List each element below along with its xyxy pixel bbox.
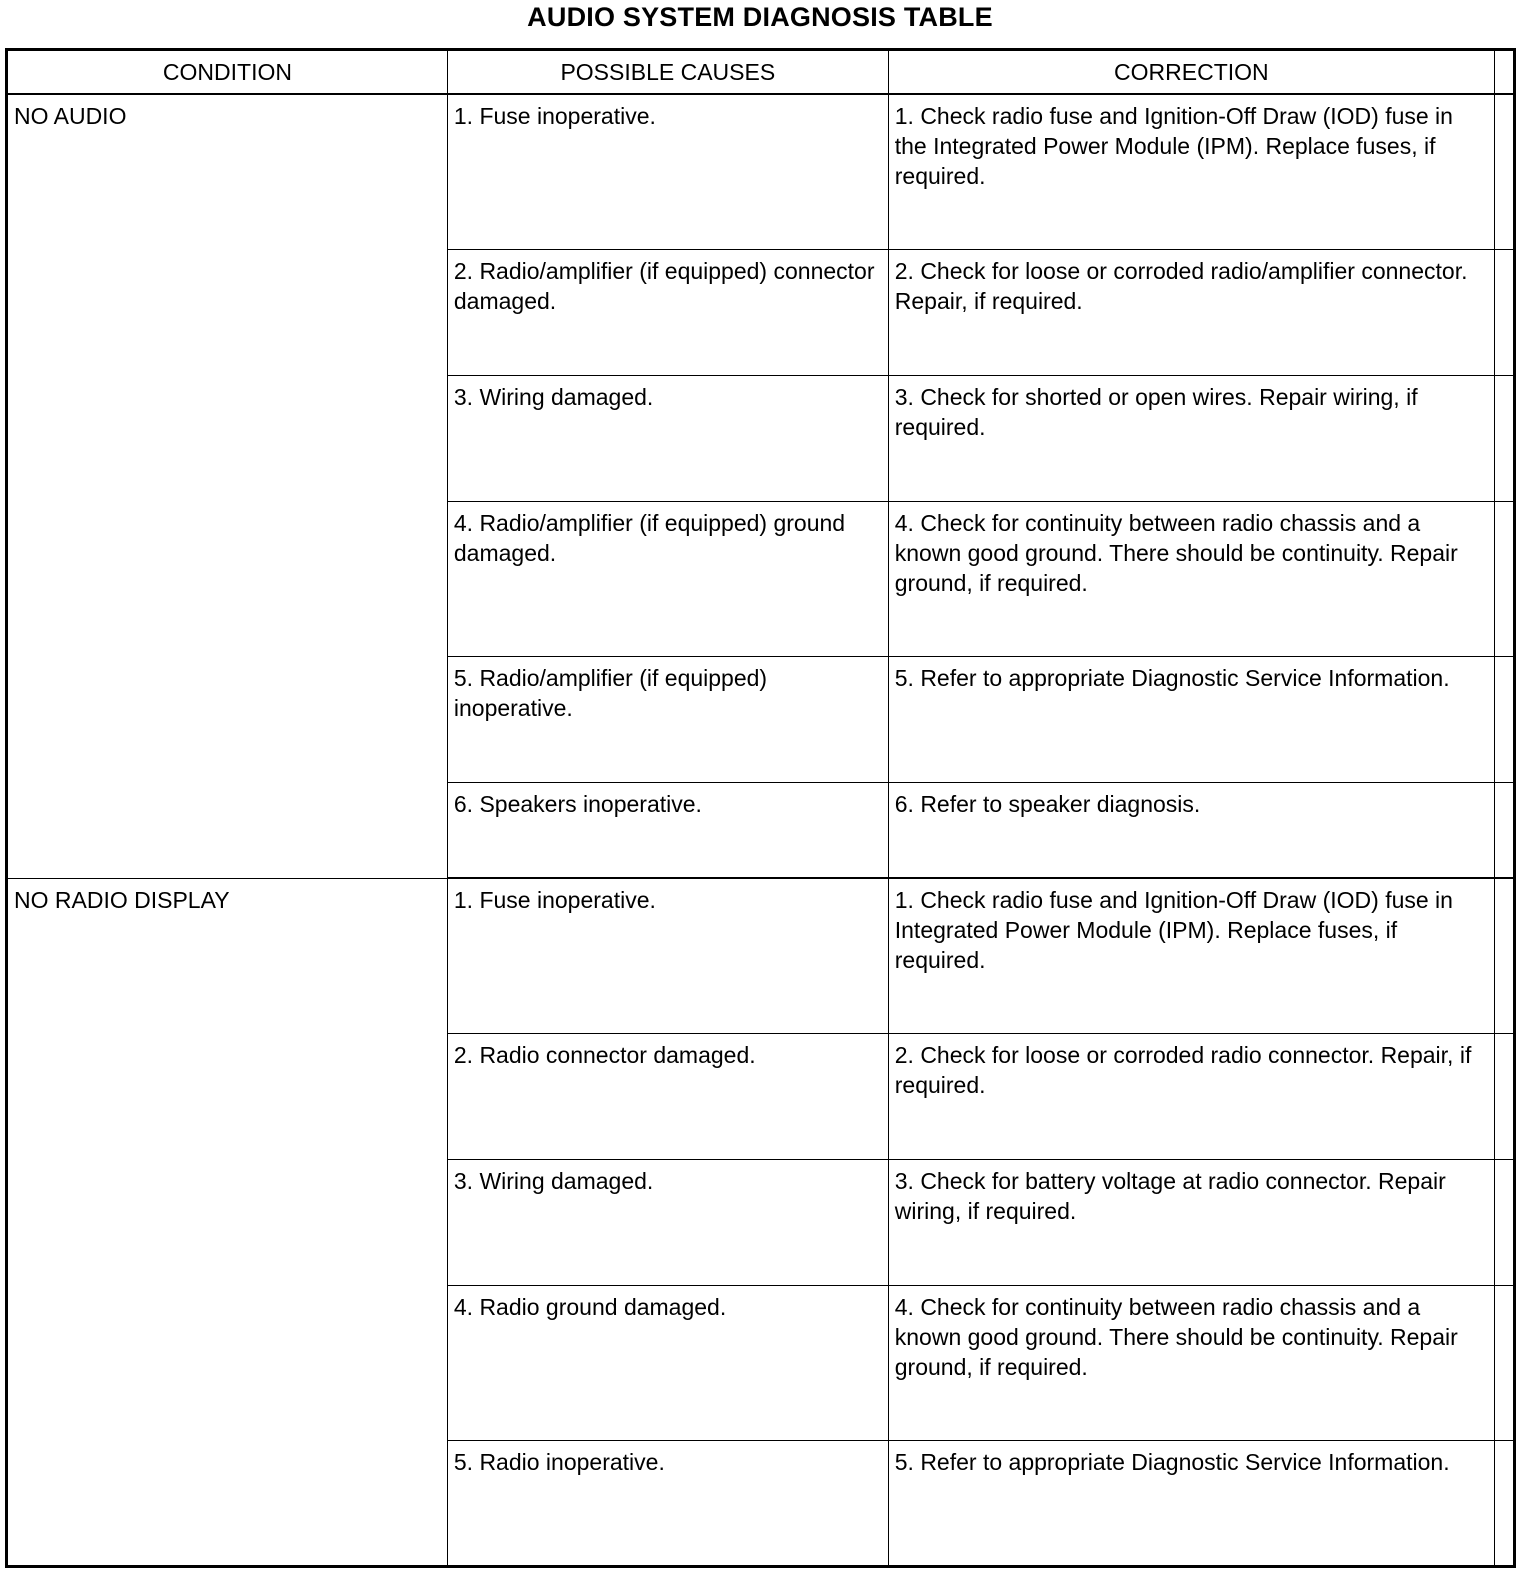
- cause-cell: 5. Radio inoperative.: [447, 1440, 888, 1566]
- correction-cell: 3. Check for battery voltage at radio connector. Repair wiring, if required.: [888, 1159, 1494, 1285]
- condition-cell: [7, 94, 448, 878]
- blank-cell: [1494, 1159, 1514, 1285]
- header-correction: CORRECTION: [888, 50, 1494, 95]
- cause-cell: 1. Fuse inoperative.: [447, 94, 888, 249]
- correction-cell: 2. Check for loose or corroded radio/amplifier connector. Repair, if required.: [888, 249, 1494, 375]
- cause-cell: 2. Radio connector damaged.: [447, 1033, 888, 1159]
- page-title: AUDIO SYSTEM DIAGNOSIS TABLE: [527, 2, 993, 32]
- cause-cell: 5. Radio/amplifier (if equipped) inoperative.: [447, 656, 888, 782]
- blank-cell: [1494, 656, 1514, 782]
- cause-cell: 3. Wiring damaged.: [447, 375, 888, 501]
- correction-cell: 6. Refer to speaker diagnosis.: [888, 782, 1494, 878]
- header-possible-causes: POSSIBLE CAUSES: [447, 50, 888, 95]
- header-condition: CONDITION: [7, 50, 448, 95]
- blank-cell: [1494, 1033, 1514, 1159]
- blank-cell: [1494, 782, 1514, 878]
- correction-cell: 5. Refer to appropriate Diagnostic Service Information.: [888, 1440, 1494, 1566]
- cause-cell: 6. Speakers inoperative.: [447, 782, 888, 878]
- cause-cell: 4. Radio/amplifier (if equipped) ground damaged.: [447, 501, 888, 656]
- correction-cell: 4. Check for continuity between radio chassis and a known good ground. There should be continuity. Repair ground, if required.: [888, 501, 1494, 656]
- cause-cell: 3. Wiring damaged.: [447, 1159, 888, 1285]
- header-blank: [1494, 50, 1514, 95]
- blank-cell: [1494, 375, 1514, 501]
- diagnosis-table: [5, 48, 1516, 1568]
- table-header-row: [7, 50, 1515, 95]
- correction-cell: 4. Check for continuity between radio chassis and a known good ground. There should be continuity. Repair ground, if required.: [888, 1285, 1494, 1440]
- correction-cell: 5. Refer to appropriate Diagnostic Service Information.: [888, 656, 1494, 782]
- blank-cell: [1494, 249, 1514, 375]
- blank-cell: [1494, 501, 1514, 656]
- cause-cell: 1. Fuse inoperative.: [447, 878, 888, 1033]
- correction-cell: 3. Check for shorted or open wires. Repair wiring, if required.: [888, 375, 1494, 501]
- blank-cell: [1494, 94, 1514, 249]
- condition-no-audio: NO AUDIO: [14, 103, 127, 129]
- table-row: [7, 94, 1515, 249]
- correction-cell: 2. Check for loose or corroded radio connector. Repair, if required.: [888, 1033, 1494, 1159]
- blank-cell: [1494, 878, 1514, 1033]
- condition-cell: [7, 878, 448, 1566]
- correction-cell: 1. Check radio fuse and Ignition-Off Draw (IOD) fuse in Integrated Power Module (IPM). Replace fuses, if required.: [888, 878, 1494, 1033]
- correction-cell: 1. Check radio fuse and Ignition-Off Draw (IOD) fuse in the Integrated Power Module (IPM). Replace fuses, if required.: [888, 94, 1494, 249]
- condition-no-radio-display: NO RADIO DISPLAY: [14, 886, 230, 913]
- table-row: [7, 878, 1515, 1033]
- cause-cell: 2. Radio/amplifier (if equipped) connector damaged.: [447, 249, 888, 375]
- blank-cell: [1494, 1285, 1514, 1440]
- cause-cell: 4. Radio ground damaged.: [447, 1285, 888, 1440]
- blank-cell: [1494, 1440, 1514, 1566]
